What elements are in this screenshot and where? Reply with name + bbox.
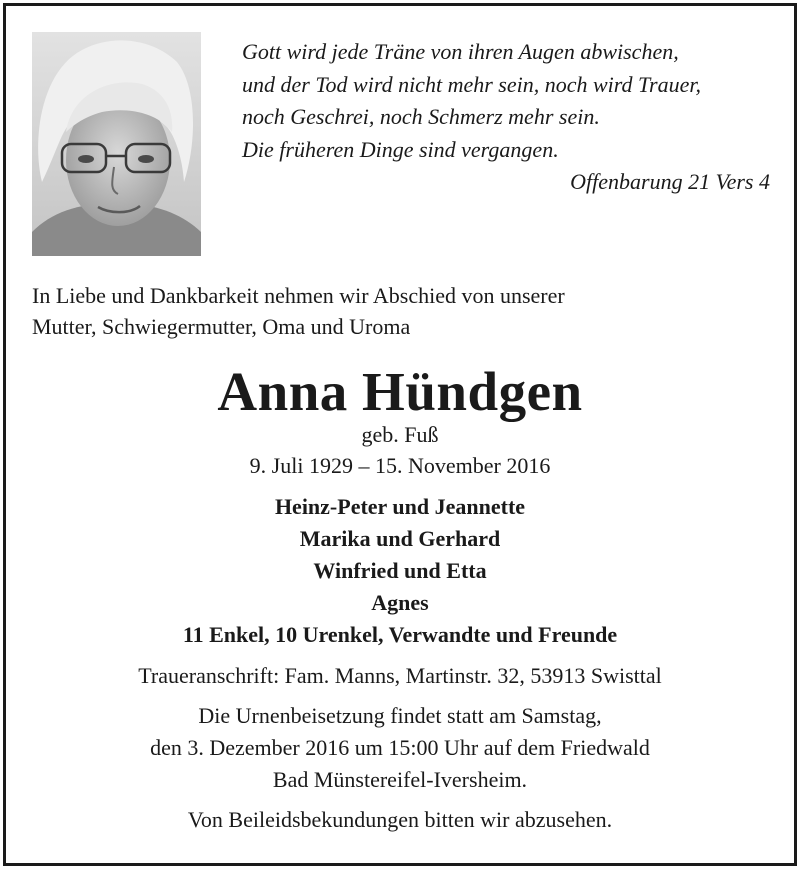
family-list (0, 491, 800, 651)
family-line: 11 Enkel, 10 Urenkel, Verwandte und Freunde (182, 622, 618, 647)
family-line: Agnes (371, 590, 429, 615)
deceased-name: Anna Hündgen (217, 361, 583, 422)
family-line: Winfried und Etta (313, 558, 487, 583)
portrait-photo (32, 32, 201, 256)
service-line: Die Urnenbeisetzung findet statt am Samstag, (198, 703, 602, 728)
intro-line: In Liebe und Dankbarkeit nehmen wir Abschied von unserer (32, 283, 565, 308)
quote-line: und der Tod wird nicht mehr sein, noch wird Trauer, (242, 71, 701, 97)
family-line: Heinz-Peter und Jeannette (274, 494, 526, 519)
life-dates: 9. Juli 1929 – 15. November 2016 (249, 453, 551, 478)
intro-line: Mutter, Schwiegermutter, Oma und Uroma (32, 314, 411, 339)
quote-line: noch Geschrei, noch Schmerz mehr sein. (242, 104, 600, 129)
quote-source: Offenbarung 21 Vers 4 (570, 169, 770, 194)
service-line: den 3. Dezember 2016 um 15:00 Uhr auf dem Friedwald (150, 735, 650, 760)
service-line: Bad Münstereifel-Iversheim. (272, 767, 528, 792)
intro-text (32, 280, 772, 342)
bible-quote (242, 36, 772, 199)
quote-line: Die früheren Dinge sind vergangen. (242, 136, 559, 162)
closing-note: Von Beileidsbekundungen bitten wir abzusehen. (187, 807, 613, 832)
mourning-address: Traueranschrift: Fam. Manns, Martinstr. 32, 53913 Swisttal (138, 663, 662, 688)
quote-line: Gott wird jede Träne von ihren Augen abwischen, (242, 39, 679, 64)
burial-details (0, 700, 800, 796)
family-line: Marika und Gerhard (299, 526, 501, 551)
birth-name: geb. Fuß (361, 422, 439, 447)
